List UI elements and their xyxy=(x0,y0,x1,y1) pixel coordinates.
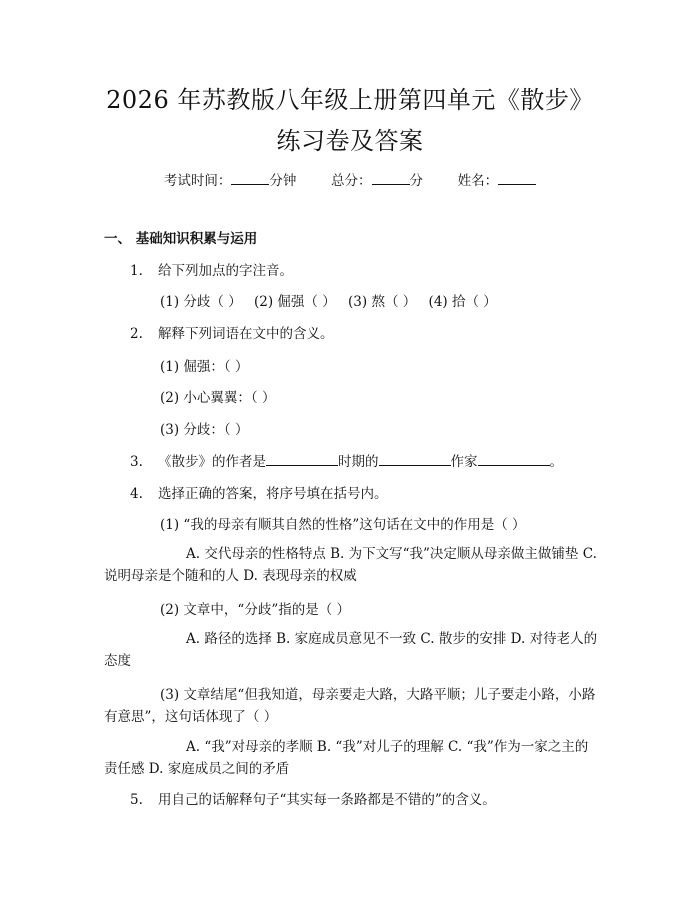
question-number: 3. xyxy=(130,454,143,470)
q2-item: (2) 小心翼翼：（ ） xyxy=(160,390,276,406)
question-5 xyxy=(130,791,496,809)
q4-sub3-question: (3) 文章结尾“但我知道，母亲要走大路，大路平顺；儿子要走小路，小路有意思”，这句话体现了（ ） xyxy=(104,687,596,725)
question-number: 5. xyxy=(130,792,143,808)
question-text: 给下列加点的字注音。 xyxy=(158,263,293,279)
question-1 xyxy=(130,262,293,280)
question-text: 选择正确的答案，将序号填在括号内。 xyxy=(158,486,388,502)
period-blank[interactable] xyxy=(379,453,451,466)
score-blank[interactable] xyxy=(372,172,410,185)
question-3 xyxy=(130,453,563,471)
q4-sub2-question: (2) 文章中，“分歧”指的是（ ） xyxy=(160,602,351,618)
question-text: 用自己的话解释句子“其实每一条路都是不错的”的含义。 xyxy=(158,792,496,808)
question-text: 解释下列词语在文中的含义。 xyxy=(158,326,334,342)
q2-item: (3) 分歧：（ ） xyxy=(160,422,249,438)
question-4 xyxy=(130,485,388,503)
question-text: 《散步》的作者是 xyxy=(158,454,266,470)
name-label: 姓名： xyxy=(457,173,499,189)
q1-item: (4) 拾（ ） xyxy=(428,294,497,310)
q1-item: (2) 倔强（ ） xyxy=(254,294,336,310)
q4-sub1-options: A. 交代母亲的性格特点 B. 为下文写“我”决定顺从母亲做主做铺垫 C. 说明母亲是个随和的人 D. 表现母亲的权威 xyxy=(104,546,597,584)
q4-sub2-options: A. 路径的选择 B. 家庭成员意见不一致 C. 散步的安排 D. 对待老人的态度 xyxy=(104,631,598,669)
score-unit: 分 xyxy=(409,173,423,189)
name-blank[interactable] xyxy=(498,172,536,185)
question-number: 2. xyxy=(130,326,143,342)
q4-sub1-question: (1) “我的母亲有顺其自然的性格”这句话在文中的作用是（ ） xyxy=(160,517,526,533)
question-number: 1. xyxy=(130,263,143,279)
question-2 xyxy=(130,325,334,343)
question-text: 时期的 xyxy=(338,454,379,470)
q2-item: (1) 倔强：（ ） xyxy=(160,359,249,375)
writer-blank[interactable] xyxy=(478,453,550,466)
score-label: 总分： xyxy=(331,173,372,189)
q1-item: (1) 分歧（ ） xyxy=(160,294,242,310)
author-blank[interactable] xyxy=(266,453,338,466)
time-label: 考试时间： xyxy=(163,173,232,189)
question-number: 4. xyxy=(130,486,143,502)
exam-info xyxy=(0,169,700,189)
page-title-line2: 练习卷及答案 xyxy=(276,127,424,155)
question-text: 。 xyxy=(549,454,563,470)
section-heading: 一、 基础知识积累与运用 xyxy=(104,231,258,247)
time-unit: 分钟 xyxy=(269,173,297,189)
question-1-items xyxy=(160,293,505,311)
question-text: 作家 xyxy=(450,454,478,470)
q4-sub3-options: A. “我”对母亲的孝顺 B. “我”对儿子的理解 C. “我”作为一家之主的责任感 D. 家庭成员之间的矛盾 xyxy=(104,739,589,777)
time-blank[interactable] xyxy=(231,172,269,185)
q1-item: (3) 熬（ ） xyxy=(348,294,417,310)
page-title-line1: 2026 年苏教版八年级上册第四单元《散步》 xyxy=(106,86,594,114)
